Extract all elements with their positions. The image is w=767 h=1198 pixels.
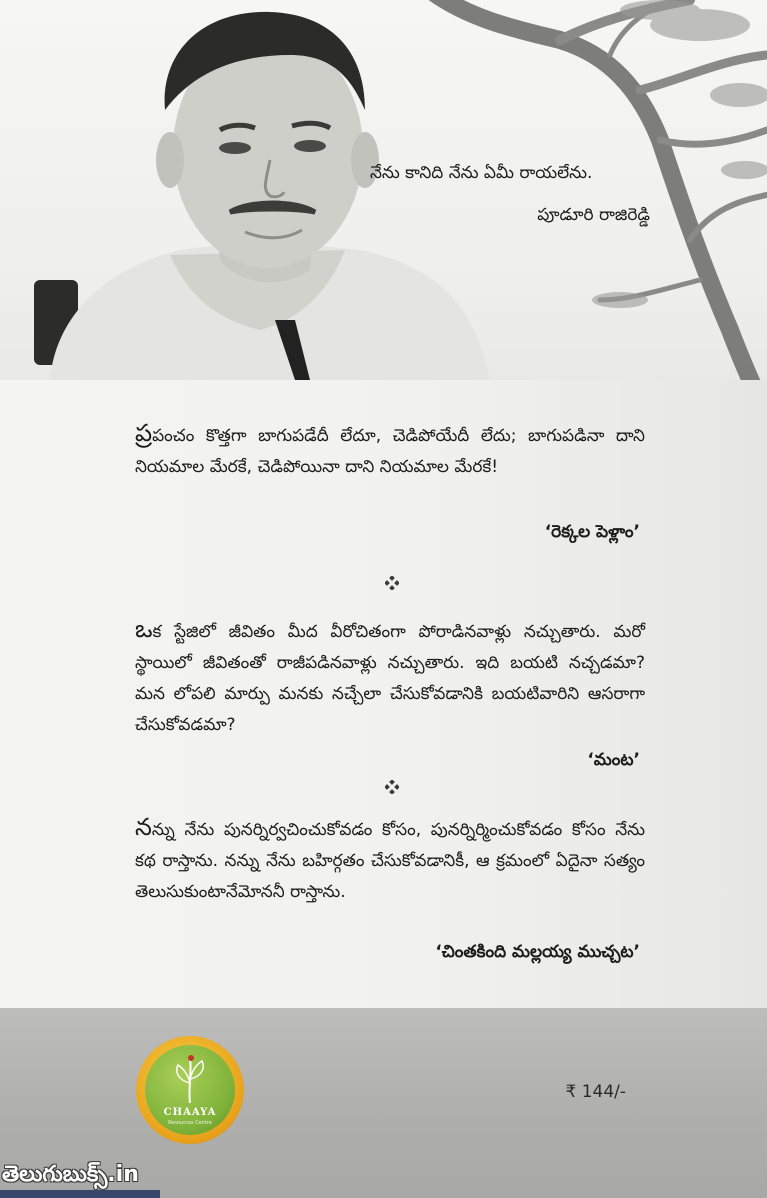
author-quote [370,160,700,228]
excerpt-3 [135,812,645,908]
excerpt-source: ‘మంట’ [587,750,640,770]
publisher-logo-inner [145,1045,235,1135]
author-quote-text: నేను కానిది నేను ఏమీ రాయలేను. [370,163,593,183]
publisher-tagline: Resources Centre [168,1120,212,1126]
publisher-name: CHAAYA [163,1107,217,1118]
site-watermark[interactable]: తెలుగుబుక్స్.in [2,1162,139,1187]
excerpt-text: పంచం కొత్తగా బాగుపడేదీ లేదూ, చెడిపోయేదీ లేదు; బాగుపడినా దాని నియమాల మేరకే, చెడిపోయినా దాని నియమాల మేరకే! [135,426,645,477]
excerpt-drop-letter: న [135,813,152,841]
author-photo-area [0,0,767,380]
diamond-separator-icon [385,780,399,794]
excerpt-2 [135,614,645,741]
excerpt-drop-letter: ప్ర [135,419,153,447]
leaf-icon [170,1053,210,1105]
excerpt-text: క స్టేజిలో జీవితం మీద వీరోచితంగా పోరాడినవాళ్లు నచ్చుతారు. మరో స్థాయిలో జీవితంతో రాజీపడినవాళ్లు నచ్చుతారు. ఇది బయటి నచ్చడమా? మన లోపలి మార్పు మనకు నచ్చేలా చేసుకోవడానికి బయటివారిని ఆసరాగా చేసుకోవడమా? [135,622,645,735]
excerpt-source: ‘చింతకింది మల్లయ్య ముచ్చట’ [435,942,640,962]
book-price: ₹ 144/- [565,1082,626,1102]
author-name: పూడూరి రాజిరెడ్డి [537,205,650,225]
excerpt-drop-letter: ఒ [135,615,153,643]
watermark-bar [0,1190,160,1198]
excerpt-text: న్ను నేను పునర్నిర్వచించుకోవడం కోసం, పునర్నిర్మించుకోవడం కోసం నేను కథ రాస్తాను. నన్ను నేను బహిర్గతం చేసుకోవడానికీ, ఆ క్రమంలో ఏదైనా సత్యం తెలుసుకుంటానేమోననీ రాస్తాను. [135,820,645,902]
excerpt-1 [135,418,645,483]
publisher-logo [136,1036,244,1144]
diamond-separator-icon [385,576,399,590]
excerpt-source: ‘రెక్కల పెళ్లాం’ [544,522,640,542]
